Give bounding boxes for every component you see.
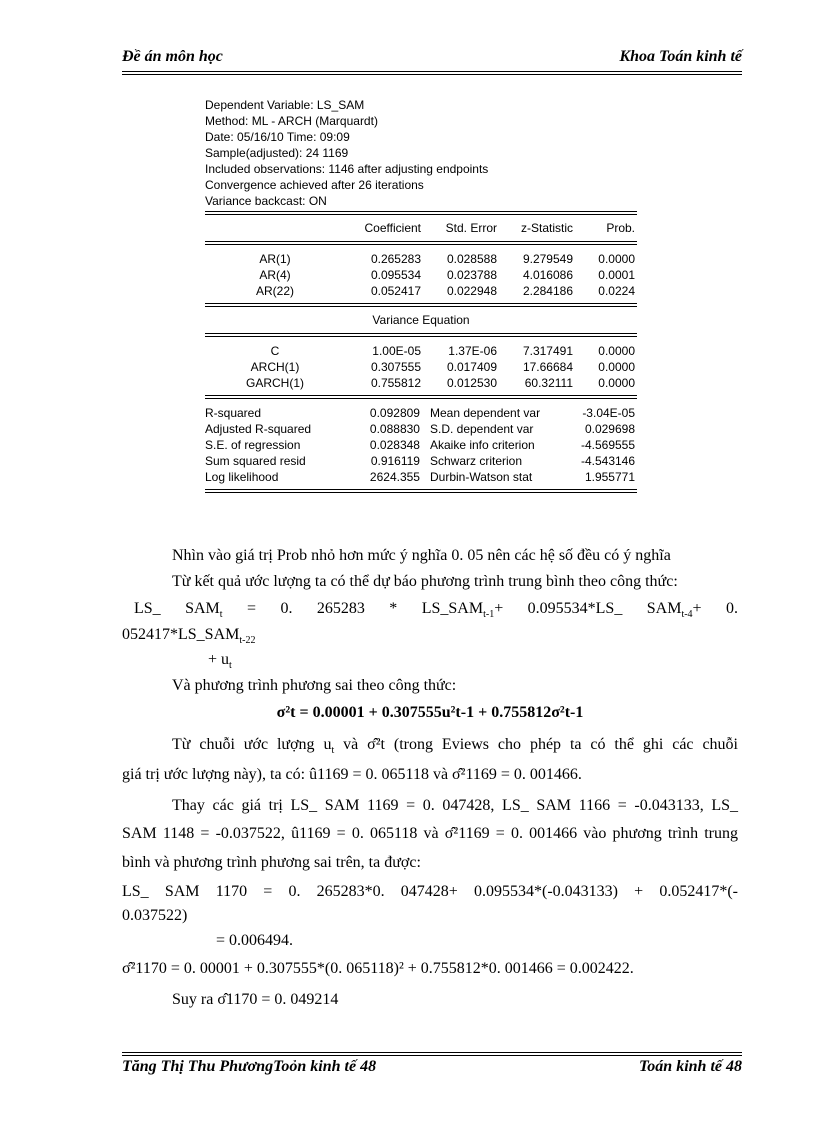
table-rule [205, 211, 637, 215]
table-rule [205, 395, 637, 399]
col-std-error: Std. Error [445, 221, 497, 235]
forecast-line: LS_ SAM 1170 = 0. 265283*0. 047428+ 0.095534*(-0.043133) + 0.052417*(- [122, 883, 738, 900]
paragraph: Và phương trình phương sai theo công thức: [172, 677, 457, 694]
table-row: C 1.00E-05 1.37E-06 7.317491 0.0000 [270, 344, 635, 358]
eviews-output [205, 97, 637, 495]
paragraph: Từ kết quả ước lượng ta có thể dự báo phương trình trung bình theo công thức: [172, 573, 678, 590]
meta-line: Date: 05/16/10 Time: 09:09 [205, 130, 350, 144]
header-rule [122, 71, 742, 75]
paragraph-line: Từ chuỗi ước lượng $u_t$ và σ̂²t (trong Eviews cho phép ta có thể ghi các chuỗi [172, 736, 738, 757]
paragraph-line: bình và phương trình phương sai trên, ta được: [122, 854, 421, 871]
stats-row: Adjusted R-squared 0.088830 S.D. dependent var 0.029698 [205, 422, 636, 436]
footer-rule [122, 1052, 742, 1056]
variance-equation: σ²t = 0.00001 + 0.307555u²t-1 + 0.755812σ²t-1 [276, 704, 584, 721]
paragraph-line: Thay các giá trị LS_ SAM 1169 = 0. 047428, LS_ SAM 1166 = -0.043133, LS_ [172, 797, 738, 814]
table-header [205, 217, 637, 239]
variance-equation-title: Variance Equation [372, 313, 470, 327]
meta-line: Sample(adjusted): 24 1169 [205, 146, 349, 160]
col-coefficient: Coefficient [364, 221, 421, 235]
meta-line: Dependent Variable: LS_SAM [205, 98, 365, 112]
page-header [122, 48, 742, 70]
header-right: Khoa Toán kinh tế [619, 48, 742, 65]
table-row: ARCH(1) 0.307555 0.017409 17.66684 0.0000 [250, 360, 635, 374]
equation-mean-line1: LS_ $SAM_t = 0$. $265283 * LS\_SAM_{t-1}+$ 0.095534*LS_ $SAM_{t-4}+ 0$. [134, 600, 738, 621]
stats-row: R-squared 0.092809 Mean dependent var -3.04E-05 [205, 406, 636, 420]
header-left: Đề án môn học [122, 48, 223, 65]
forecast-result: = 0.006494. [216, 932, 294, 949]
variance-forecast: σ̂²1170 = 0. 00001 + 0.307555*(0. 065118)² + 0.755812*0. 001466 = 0.002422. [122, 960, 634, 977]
table-rule [205, 303, 637, 307]
table-rule [205, 241, 637, 245]
paragraph-line: SAM 1148 = -0.037522, û1169 = 0. 065118 và σ̂²1169 = 0. 001466 vào phương trình trung [122, 825, 738, 842]
table-row: AR(4) 0.095534 0.023788 4.016086 0.0001 [259, 268, 635, 282]
col-prob: Prob. [606, 221, 635, 235]
table-rule [205, 333, 637, 337]
table-row: AR(22) 0.052417 0.022948 2.284186 0.0224 [255, 284, 635, 298]
stats-row: S.E. of regression 0.028348 Akaike info criterion -4.569555 [205, 438, 636, 452]
meta-line: Variance backcast: ON [205, 194, 327, 208]
forecast-line: 0.037522) [122, 907, 188, 924]
stats-row: Sum squared resid 0.916119 Schwarz criterion -4.543146 [205, 454, 636, 468]
equation-mean-line3: + $u_t$ [208, 651, 232, 672]
meta-line: Convergence achieved after 26 iterations [205, 178, 424, 192]
footer-left: Tăng Thị Thu PhươngToỏn kinh tế 48 [122, 1058, 377, 1075]
table-row: GARCH(1) 0.755812 0.012530 60.32111 0.0000 [245, 376, 635, 390]
footer-right: Toán kinh tế 48 [639, 1058, 742, 1075]
paragraph: Nhìn vào giá trị Prob nhỏ hơn mức ý nghĩa 0. 05 nên các hệ số đều có ý nghĩa [172, 547, 671, 564]
eviews-meta [205, 97, 637, 209]
paragraph-line: giá trị ước lượng này), ta có: û1169 = 0. 065118 và σ̂²1169 = 0. 001466. [122, 766, 582, 783]
table-row: AR(1) 0.265283 0.028588 9.279549 0.0000 [259, 252, 635, 266]
stats-row: Log likelihood 2624.355 Durbin-Watson stat 1.955771 [205, 470, 636, 484]
meta-line: Method: ML - ARCH (Marquardt) [205, 114, 378, 128]
table-rule [205, 489, 637, 493]
equation-mean-line2: $052417*LS\_SAM_{t-22}$ [122, 626, 256, 647]
meta-line: Included observations: 1146 after adjusting endpoints [205, 162, 489, 176]
sigma-forecast: Suy ra σ̂1170 = 0. 049214 [172, 991, 339, 1008]
col-z-statistic: z-Statistic [520, 221, 573, 235]
